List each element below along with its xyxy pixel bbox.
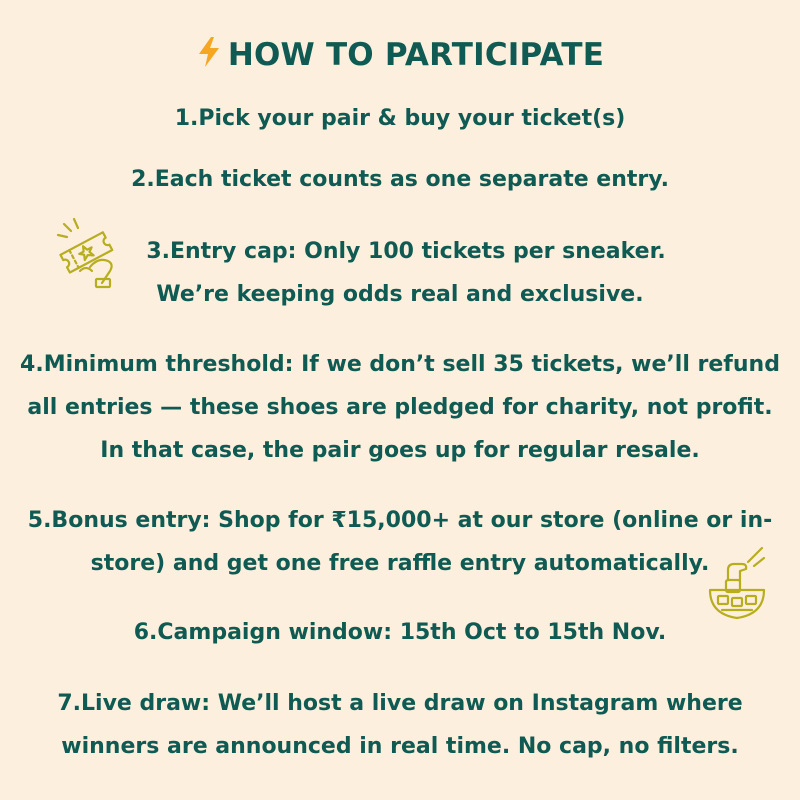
- step-3-line-2: We’re keeping odds real and exclusive.: [156, 282, 644, 307]
- lightning-bolt-icon: [196, 36, 222, 76]
- title-text: HOW TO PARTICIPATE: [227, 37, 605, 73]
- step-4-line-2: all entries — these shoes are pledged for charity, not profit.: [27, 395, 773, 420]
- ticket-in-hand-icon: [50, 215, 128, 299]
- step-4-line-3: In that case, the pair goes up for regular resale.: [100, 438, 700, 463]
- step-2-line-1: 2.Each ticket counts as one separate entry.: [131, 167, 669, 192]
- step-4-line-1: 4.Minimum threshold: If we don’t sell 35 tickets, we’ll refund: [20, 352, 780, 377]
- step-6-line-1: 6.Campaign window: 15th Oct to 15th Nov.: [133, 620, 667, 645]
- step-5-line-1: 5.Bonus entry: Shop for ₹15,000+ at our store (online or in-: [27, 508, 773, 533]
- step-1-line-1: 1.Pick your pair & buy your ticket(s): [174, 106, 626, 131]
- step-5-line-2: store) and get one free raffle entry automatically.: [90, 551, 710, 576]
- raffle-hand-icon: [704, 544, 770, 630]
- step-3-line-1: 3.Entry cap: Only 100 tickets per sneaker.: [146, 239, 666, 264]
- step-7-line-1: 7.Live draw: We’ll host a live draw on Instagram where: [57, 691, 743, 716]
- step-7-line-2: winners are announced in real time. No cap, no filters.: [61, 734, 739, 759]
- page-title: [0, 36, 800, 76]
